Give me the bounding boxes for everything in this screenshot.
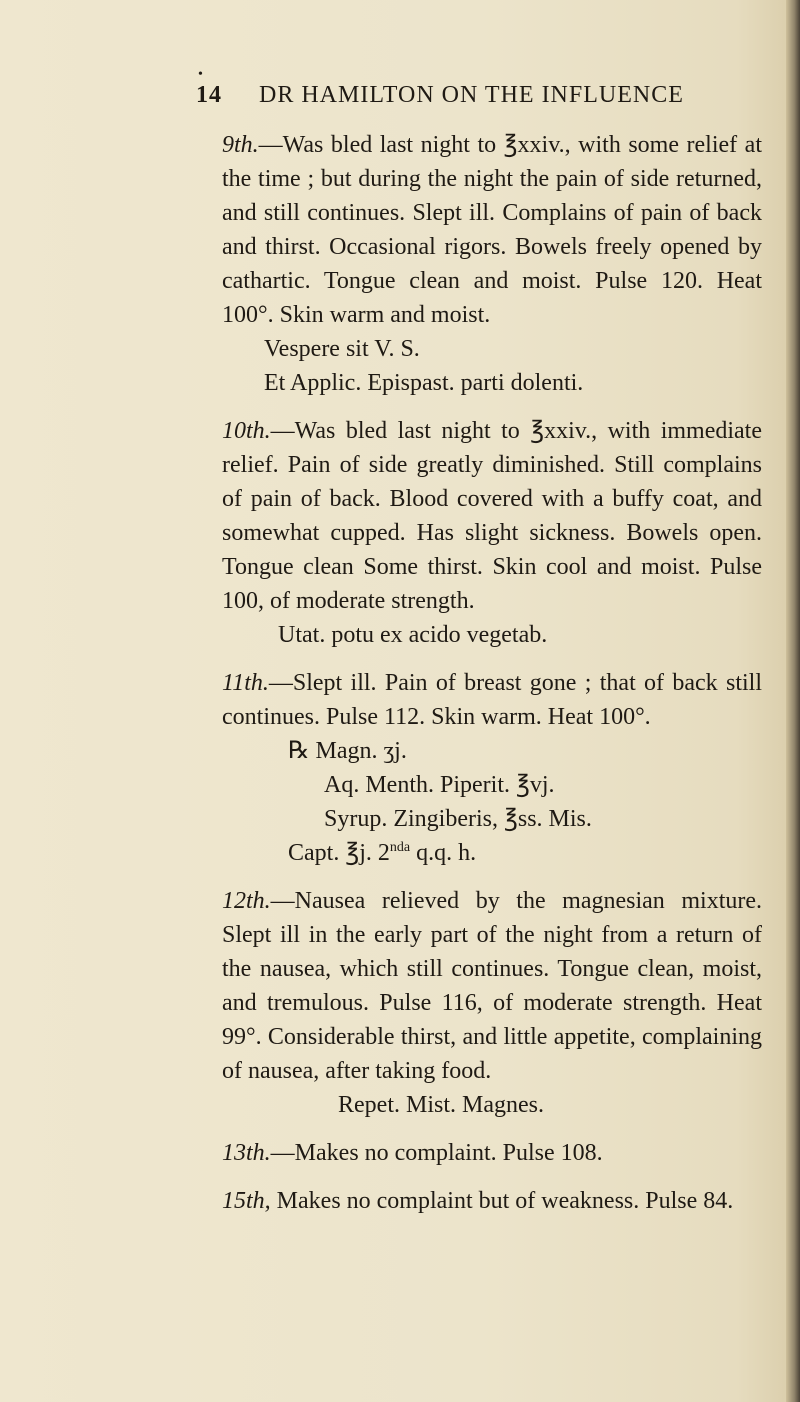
printer-mark: •	[198, 67, 203, 82]
running-title: DR HAMILTON ON THE INFLUENCE	[259, 82, 684, 108]
entry-13th: 13th.—Makes no complaint. Pulse 108.	[222, 1140, 603, 1166]
prescription-line: Vespere sit V. S.	[264, 336, 420, 362]
entry-date: 11th.	[222, 670, 269, 696]
prescription-line: Aq. Menth. Piperit. ℥vj.	[324, 772, 555, 798]
entry-12th: 12th.—Nausea relieved by the magnesian mixture. Slept ill in the early part of the night from a return of the nausea, which still continues. Tongue clean, moist, and tremulous. Pulse 116, of moderate strength. Heat 99°. Considerable thirst, and little appetite, complaining of nausea, after taking food.	[222, 888, 762, 1084]
entry-date: 12th.	[222, 888, 271, 914]
case-notes	[222, 128, 762, 1218]
entry-date: 13th.	[222, 1140, 271, 1166]
entry-10th: 10th.—Was bled last night to ℥xxiv., with immediate relief. Pain of side greatly diminished. Still complains of pain of back. Blood covered with a buffy coat, and somewhat cupped. Has slight sickness. Bowels open. Tongue clean Some thirst. Skin cool and moist. Pulse 100, of moderate strength.	[222, 418, 762, 614]
prescription-line: Repet. Mist. Magnes.	[338, 1092, 544, 1118]
entry-9th: 9th.—Was bled last night to ℥xxiv., with some relief at the time ; but during the night the pain of side returned, and still continues. Slept ill. Complains of pain of back and thirst. Occasional rigors. Bowels freely opened by cathartic. Tongue clean and moist. Pulse 120. Heat 100°. Skin warm and moist.	[222, 132, 762, 328]
entry-date: 10th.	[222, 418, 271, 444]
entry-date: 15th,	[222, 1188, 271, 1214]
prescription-line: Capt. ℥j. $2^{nda}$ q.q. h.	[288, 840, 477, 866]
entry-date: 9th.	[222, 132, 259, 158]
running-header	[196, 82, 684, 109]
prescription-line: Syrup. Zingiberis, ℥ss. Mis.	[324, 806, 592, 832]
entry-15th: 15th, Makes no complaint but of weakness. Pulse 84.	[222, 1188, 734, 1214]
page-number: 14	[196, 82, 222, 108]
entry-11th: 11th.—Slept ill. Pain of breast gone ; that of back still continues. Pulse 112. Skin warm. Heat 100°.	[222, 670, 762, 730]
prescription-line: Et Applic. Epispast. parti dolenti.	[264, 370, 584, 396]
prescription-line: ℞ Magn. ʒj.	[288, 738, 407, 764]
prescription-line: Utat. potu ex acido vegetab.	[278, 622, 548, 648]
page-edge	[786, 0, 800, 1402]
